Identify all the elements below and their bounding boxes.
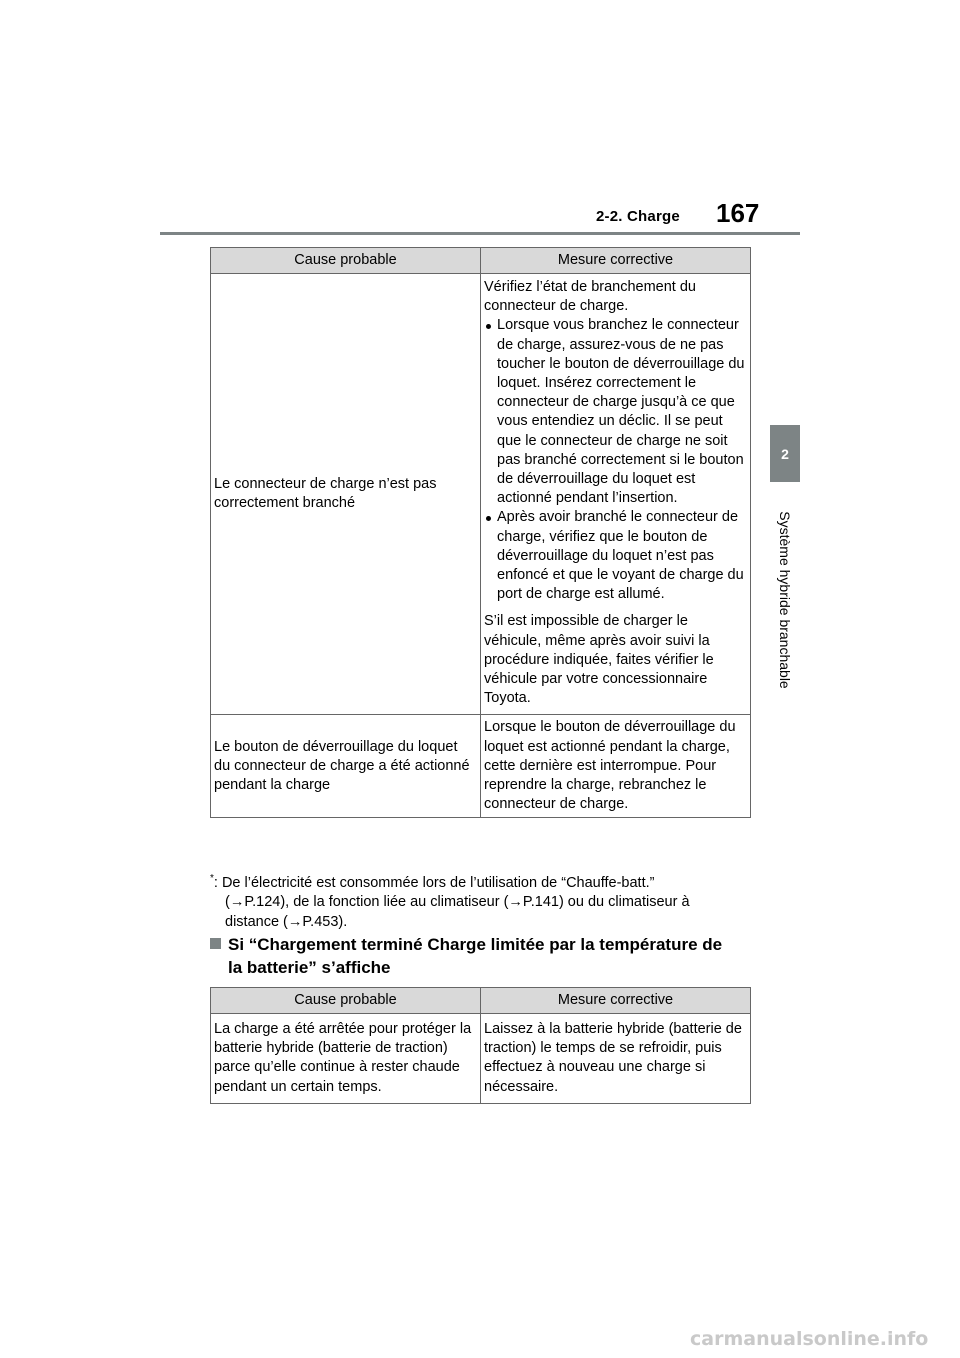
cause-measure-table-2 [210,987,751,1104]
measure-outro: S’il est impossible de charger le véhicule, même après avoir suivi la procédure indiquée, faites vérifier le véhicule par votre concessionnaire Toyota. [484,613,714,707]
footnote-line-2: (→P.124), de la fonction liée au climatiseur (→P.141) ou du climatiseur à [225,894,690,911]
header-cause: Cause probable [211,248,481,274]
cause-cell: La charge a été arrêtée pour protéger la batterie hybride (batterie de traction) parce qu’elle continue à rester chaude pendant un certain temps. [211,1014,481,1104]
measure-cell: Laissez à la batterie hybride (batterie de traction) le temps de se refroidir, puis effectuez à nouveau une charge si nécessaire. [481,1014,751,1104]
table-header-row [211,248,751,274]
subheading-line-2: la batterie” s’affiche [228,958,391,977]
cause-measure-table-1 [210,247,751,818]
footnote [210,869,770,932]
square-bullet-icon [210,938,221,949]
table-row [211,715,751,818]
footnote-line-1: : De l’électricité est consommée lors de l’utilisation de “Chauffe-batt.” [213,874,655,891]
subheading-line-1: Si “Chargement terminé Charge limitée par la température de [228,935,723,954]
footnote-line-3: distance (→P.453). [225,913,348,930]
header-measure: Mesure corrective [481,988,751,1014]
chapter-side-label: Système hybride branchable [777,511,793,689]
header-divider [160,232,800,235]
table-row [211,1014,751,1104]
section-subheading [210,933,770,979]
section-title: 2-2. Charge [596,208,680,225]
chapter-tab [770,425,800,482]
cause-cell: Le bouton de déverrouillage du loquet du connecteur de charge a été actionné pendant la charge [211,715,481,818]
table-header-row [211,988,751,1014]
list-item: Lorsque vous branchez le connecteur de charge, assurez-vous de ne pas toucher le bouton de déverrouillage du loquet. Insérez correctement le connecteur de charge jusqu’à ce que vous entendiez un déclic. Il se peut que le connecteur de charge ne soit pas branché correctement si le bouton de déverrouillage du loquet est actionné pendant l’insertion. [484,316,747,508]
measure-bullet-list [484,316,747,604]
page-number: 167 [716,198,760,228]
footnote-marker: * [210,873,214,884]
cause-cell: Le connecteur de charge n’est pas correctement branché [211,274,481,715]
table-row [211,274,751,715]
measure-cell: Lorsque le bouton de déverrouillage du loquet est actionné pendant la charge, cette dernière est interrompue. Pour reprendre la charge, rebranchez le connecteur de charge. [481,715,751,818]
chapter-number: 2 [781,445,789,462]
list-item: Après avoir branché le connecteur de charge, vérifiez que le bouton de déverrouillage du loquet n’est pas enfoncé et que le voyant de charge du port de charge est allumé. [484,508,747,604]
header-measure: Mesure corrective [481,248,751,274]
header-cause: Cause probable [211,988,481,1014]
measure-intro: Vérifiez l’état de branchement du connecteur de charge. [484,279,696,315]
watermark: carmanualsonline.info [690,1328,929,1350]
measure-cell [481,274,751,715]
